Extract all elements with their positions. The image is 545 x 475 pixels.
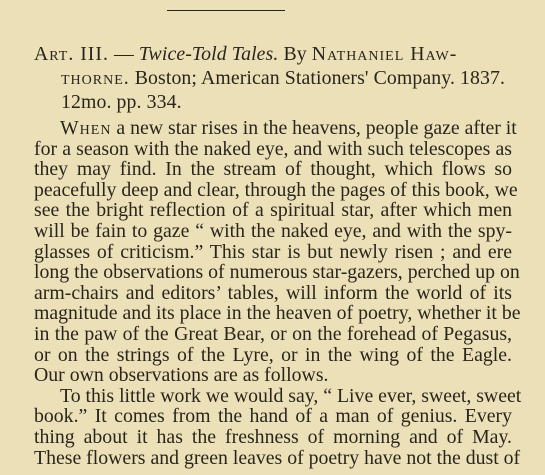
book-format: 12mo. pp. 334. [61, 91, 182, 113]
paragraph-2 [34, 384, 522, 469]
paragraph-1 [34, 117, 521, 387]
heading-dash: — [113, 43, 134, 65]
by-word: By [283, 43, 307, 65]
text-line: thing about it has the freshness of morning and of May. [34, 425, 512, 448]
text-line: in the paw of the Great Bear, or on the forehead of Pegasus, [34, 322, 512, 345]
book-title: Twice-Told Tales. [138, 43, 279, 65]
top-rule [167, 10, 285, 11]
author-name-part2: thorne. [61, 67, 130, 89]
text-line: arm-chairs and editors’ tables, will inform the world of its [34, 281, 512, 304]
text-line: These flowers and green leaves of poetry have not the dust of [34, 446, 521, 469]
text-line: will be fain to gaze “ with the naked eye, and with the spy- [34, 219, 512, 242]
text-line: book.” It comes from the hand of a man of genius. Every [34, 405, 512, 428]
article-heading [34, 42, 520, 114]
text-line: for a season with the naked eye, and with such telescopes as [34, 137, 512, 160]
text-line: or on the strings of the Lyre, or in the wing of the Eagle. [34, 343, 512, 366]
text-line: magnitude and its place in the heaven of poetry, whether it be [34, 302, 521, 325]
text-line: long the observations of numerous star-gazers, perched up on [34, 261, 520, 284]
text-line: glasses of criticism.” This star is but newly risen ; and ere [34, 240, 512, 263]
text-line: To this little work we would say, “ Live ever, sweet, sweet [60, 384, 522, 407]
heading-line-2 [34, 66, 520, 90]
article-body [34, 117, 522, 469]
text-line: they may find. In the stream of thought, which flows so [34, 158, 512, 181]
heading-line-1 [34, 42, 520, 66]
text-line: peacefully deep and clear, through the pages of this book, we [34, 178, 518, 201]
text-line: see the bright reflection of a spiritual star, after which men [34, 199, 512, 222]
author-name-part1: Nathaniel Haw- [311, 43, 458, 65]
article-label: Art. III. [34, 43, 109, 65]
text-line: Our own observations are as follows. [34, 364, 329, 387]
drop-word: When [60, 117, 112, 139]
text-line: When a new star rises in the heavens, people gaze after it [60, 117, 517, 139]
heading-line-3 [34, 90, 520, 114]
publisher-info: Boston; American Stationers' Company. 1837. [134, 67, 506, 89]
